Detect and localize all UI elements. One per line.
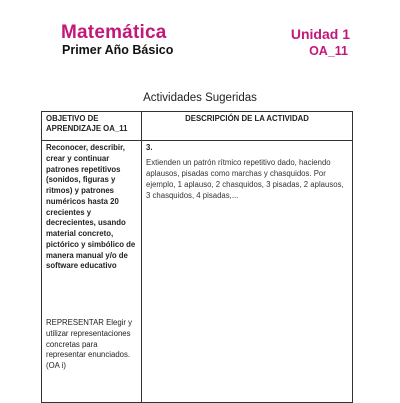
activity-table xyxy=(41,111,353,403)
grade-level: Primer Año Básico xyxy=(62,43,174,57)
represent-text: REPRESENTAR Elegir y utilizar representaciones concretas para representar enunciados. (OA i) xyxy=(46,318,133,370)
section-title: Actividades Sugeridas xyxy=(143,92,257,104)
activity-description: Extienden un patrón rítmico repetitivo dado, haciendo aplausos, pisadas como marchas y chasquidos. Por ejemplo, 1 aplauso, 2 chasquidos, 3 pisadas, 2 aplausos, 3 chasquidos, 4 pisadas,... xyxy=(146,158,344,200)
oa-code: OA_11 xyxy=(309,44,348,58)
objective-text: Reconocer, describir, crear y continuar patrones repetitivos (sonidos, figuras y ritmos) y patrones numéricos hasta 20 crecientes y decrecientes, usando material concreto, pictórico y simbólico de manera manual y/o de software educativo xyxy=(46,143,136,271)
objective-cell xyxy=(42,141,142,403)
unit-label: Unidad 1 xyxy=(290,26,350,42)
activity-column-header: DESCRIPCIÓN DE LA ACTIVIDAD xyxy=(142,112,353,141)
table-header-row xyxy=(42,112,353,141)
activity-cell xyxy=(142,141,353,403)
objective-column-header: OBJETIVO DE APRENDIZAJE OA_11 xyxy=(42,112,142,141)
activity-number: 3. xyxy=(146,143,153,152)
table-row xyxy=(42,141,353,403)
subject-title: Matemática xyxy=(61,22,167,43)
